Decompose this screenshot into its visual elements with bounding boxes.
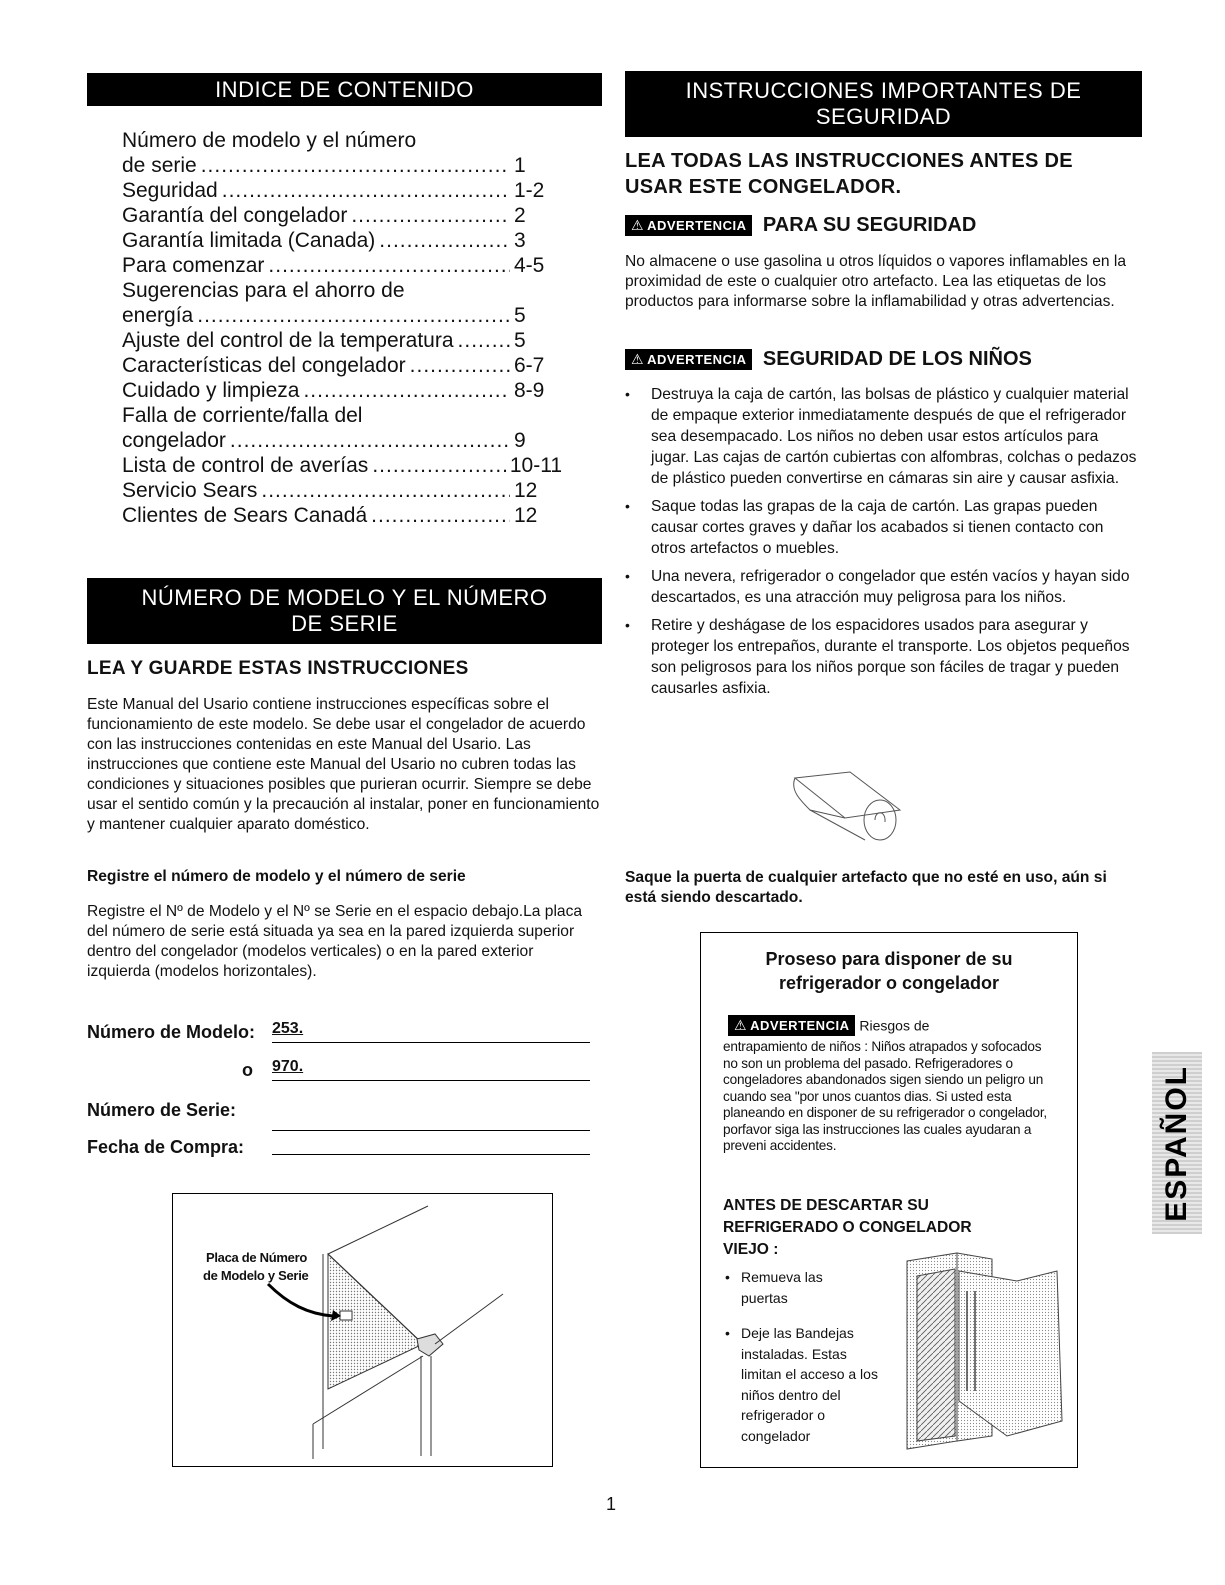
toc-entry-title: Falla de corriente/falla del [122,404,363,427]
disposal-bullet-1: • Remueva las puertas [725,1267,875,1309]
door-note: Saque la puerta de cualquier artefacto que no esté en uso, aún si está siendo descartado. [625,869,1107,906]
model-paragraph: Este Manual del Usario contiene instrucciones específicas sobre el funcionamiento de este modelo. Se debe usar el congelador de acuerdo con las instrucciones contenidas en este Manual del Usario. Las instrucciones que contiene este Manual del Usario no cubren todas las condiciones y situaciones posibles que purieran ocurrir. Siempre se debe usar el sentido común y la precaución al instalar, poner en funcionamiento y mantener cualquier aparato doméstico. [87,696,600,833]
toc-entry [122,403,562,428]
toc-entry [122,478,562,503]
toc-leader-dots [268,253,510,278]
toc-entry [122,153,562,178]
language-side-tab [1152,1052,1202,1234]
freezer-corner-drawing [173,1194,551,1465]
language-tab-label: ESPAÑOL [1160,1064,1193,1222]
for-safety-text: No almacene o use gasolina u otros líquidos o vapores inflamables en la proximidad de este o cualquier otro artefacto. Lea las etiquetas de los productos para informarse sobre la inflamabilidad y otras advertencias. [625,253,1127,310]
safety-title-line2: SEGURIDAD [815,104,952,129]
toc-leader-dots [261,478,510,503]
toc-leader-dots [230,428,510,453]
before-heading-1: ANTES DE DESCARTAR SU [723,1197,929,1214]
toc-leader-dots [351,203,510,228]
toc-entry-title: Lista de control de averías [122,454,369,477]
toc-entry-title: Para comenzar [122,254,265,277]
register-paragraph: Registre el Nº de Modelo y el Nº se Serie en el espacio debajo.La placa del número de serie está situada ya sea en la pared izquierda superior dentro del congelador (modelos verticales) o en la pared exterior izquierda (modelos horizontales). [87,903,583,980]
toc-entry-page: 5 [514,304,526,327]
model-number-label: Número de Modelo: [87,1022,256,1042]
toc-entry-page: 10-11 [509,454,562,477]
toc-leader-dots [201,153,510,178]
or-label: o [242,1060,253,1080]
toc-entry [122,353,562,378]
toc-entry-page: 12 [514,479,538,502]
child-safety-list [625,384,1140,706]
before-heading-3: VIEJO : [723,1241,779,1258]
serial-number-field[interactable] [272,1110,590,1131]
list-item: • Una nevera, refrigerador o congelador que estén vacíos y hayan sido descartados, es una atracción muy peligrosa para los niños. [625,566,1140,608]
disposal-bullet-2-text: Deje las Bandejas instaladas. Estas limitan el acceso a los niños dentro del refrigerador o congelador [741,1325,878,1444]
disposal-bullet-2: • Deje las Bandejas instaladas. Estas limitan el acceso a los niños dentro del refrigerador o congelador [725,1323,895,1446]
toc-leader-dots [410,353,510,378]
model-number-value-2: 970. [272,1058,304,1075]
toc-entry [122,453,562,478]
toc-entry-page: 8-9 [514,379,545,402]
toc-entry [122,203,562,228]
toc-entry [122,378,562,403]
safety-title-band [625,71,1142,137]
toc-entry [122,278,562,303]
toc-entry-page: 9 [514,429,526,452]
toc-entry-page: 4-5 [514,254,545,277]
toc-leader-dots [197,303,510,328]
toc-entry [122,128,562,153]
safety-title-line1: INSTRUCCIONES IMPORTANTES DE [685,78,1082,103]
toc-entry-page: 12 [514,504,538,527]
plate-label-2: de Modelo y Serie [203,1268,309,1283]
toc-entry-page: 3 [514,229,526,252]
toc-entry-title: congelador [122,429,226,452]
read-all-heading-1: LEA TODAS LAS INSTRUCCIONES ANTES DE [625,150,1073,172]
toc-entry-title: Ajuste del control de la temperatura [122,329,454,352]
warning-triangle-icon: ⚠ [631,351,645,367]
child-safety-heading-row [625,348,1032,371]
plate-label-1: Placa de Número [206,1250,307,1265]
list-item: • Destruya la caja de cartón, las bolsas de plástico y cualquier material de empaque exterior inmediatamente después de que el refrigerador sea desempacado. Los niños no deben usar estos artículos para jugar. Las cajas de cartón cubiertas con alfombras, colchas o pedazos de plástico pueden convertirse en cámaras sin aire y causar asfixia. [625,384,1140,489]
disposal-bullet-1-text: Remueva las puertas [741,1269,823,1306]
for-safety-heading-row [625,214,976,237]
list-item: • Saque todas las grapas de la caja de cartón. Las grapas pueden causar cortes graves y dañar los acabados si tienen contacto con otros artefactos o muebles. [625,496,1140,559]
toc-leader-dots [372,453,506,478]
toc-entry-title: Cuidado y limpieza [122,379,300,402]
toc-entry [122,428,562,453]
read-all-heading-2: USAR ESTE CONGELADOR. [625,176,902,198]
toc-entry [122,328,562,353]
model-title-line2: DE SERIE [291,611,398,636]
warning-triangle-icon: ⚠ [734,1017,748,1033]
toc-entry-title: Servicio Sears [122,479,258,502]
toc-entry-page: 6-7 [514,354,545,377]
toc-leader-dots [222,178,510,203]
toc-entry-title: Garantía del congelador [122,204,348,227]
toc-leader-dots [458,328,510,353]
toc-entry-page: 1 [514,154,526,177]
for-safety-heading: PARA SU SEGURIDAD [762,214,977,236]
table-of-contents [122,128,562,528]
toc-entry-title: Sugerencias para el ahorro de [122,279,405,302]
toc-leader-dots [303,378,510,403]
open-freezer-illustration [897,1251,1067,1451]
rolled-carpet-illustration [790,770,910,850]
serial-number-label: Número de Serie: [87,1100,237,1120]
model-number-field-1[interactable] [272,1020,590,1043]
toc-title: INDICE DE CONTENIDO [215,77,474,102]
toc-entry-title: Garantía limitada (Canada) [122,229,376,252]
toc-leader-dots [371,503,510,528]
warning-badge [625,349,752,370]
toc-title-band [87,73,602,106]
toc-entry-page: 1-2 [514,179,545,202]
purchase-date-field[interactable] [272,1134,590,1155]
toc-entry-title: Clientes de Sears Canadá [122,504,368,527]
page-number: 1 [606,1494,617,1514]
toc-entry-page: 5 [514,329,526,352]
toc-leader-dots [379,228,510,253]
toc-entry [122,178,562,203]
disposal-box [700,932,1078,1468]
toc-entry-title: Seguridad [122,179,218,202]
model-number-value-1: 253. [272,1020,304,1037]
toc-entry-title: de serie [122,154,197,177]
serial-plate-illustration [172,1193,553,1467]
toc-entry-title: Características del congelador [122,354,406,377]
list-item: • Retire y deshágase de los espacidores usados para asegurar y proteger los entrepaños, durante el transporte. Los objetos pequeños son peligrosos para los niños porque son fáciles de tragar y pueden causarles asfixia. [625,615,1140,699]
warning-badge [728,1015,855,1036]
purchase-date-label: Fecha de Compra: [87,1137,245,1157]
model-number-field-2[interactable] [272,1058,590,1081]
toc-entry-page: 2 [514,204,526,227]
model-subtitle: LEA Y GUARDE ESTAS INSTRUCCIONES [87,658,469,679]
warning-badge-text: ADVERTENCIA [647,218,747,233]
warning-badge-text: ADVERTENCIA [647,352,747,367]
disposal-text: entrapamiento de niños : Niños atrapados y sofocados no son un problema del pasado. Refrigeradores o congeladores abandonados sigen siendo un peligro un cuando sea "por unos cuantos dias. Si usted esta planeando en disponer de su refrigerador o congelador, porfavor siga las instrucciones las cuales ayudaran a preveni accidentes. [723,1039,1047,1153]
toc-entry [122,253,562,278]
disposal-badge-lead: Riesgos de [859,1017,930,1034]
toc-entry [122,503,562,528]
warning-badge-text: ADVERTENCIA [750,1018,850,1033]
warning-triangle-icon: ⚠ [631,217,645,233]
disposal-title-2: refrigerador o congelador [778,973,1000,993]
toc-entry [122,228,562,253]
toc-entry [122,303,562,328]
model-title-band [87,578,602,644]
toc-entry-title: Número de modelo y el número [122,129,417,152]
warning-badge [625,215,752,236]
before-heading-2: REFRIGERADO O CONGELADOR [723,1219,972,1236]
model-title-line1: NÚMERO DE MODELO Y EL NÚMERO [141,585,548,610]
register-heading: Registre el número de modelo y el número de serie [87,868,466,885]
toc-entry-title: energía [122,304,194,327]
disposal-title-1: Proseso para disponer de su [765,949,1013,969]
disposal-warning-row [728,1015,929,1036]
child-safety-heading: SEGURIDAD DE LOS NIÑOS [762,348,1032,370]
